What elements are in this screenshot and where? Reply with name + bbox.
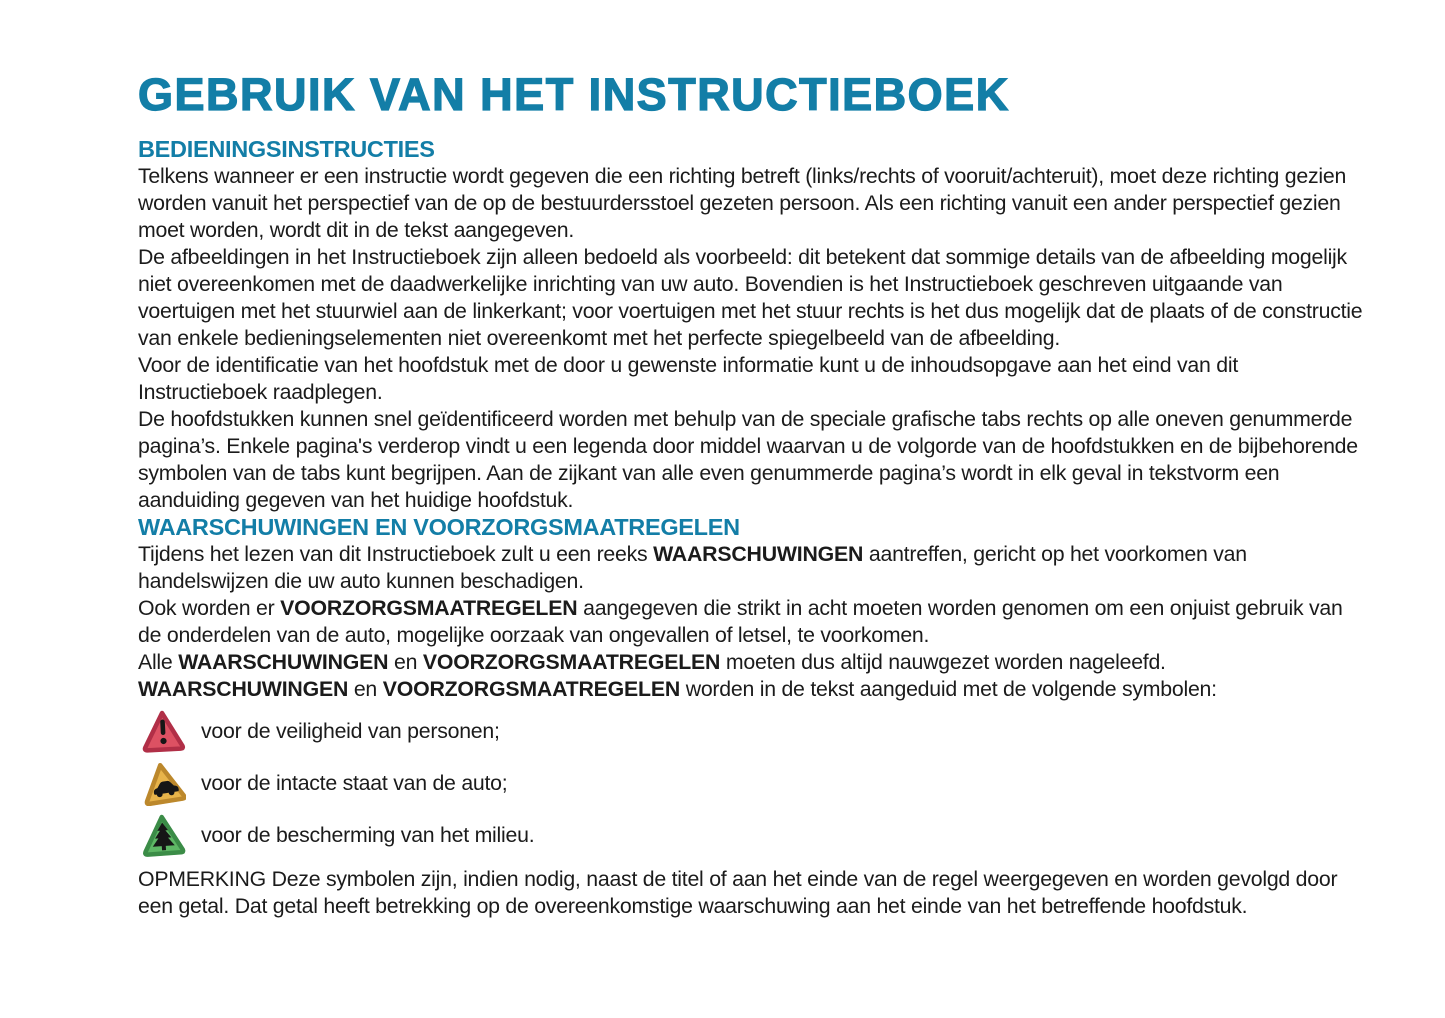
paragraph-table-of-contents: Voor de identificatie van het hoofdstuk met de door u gewenste informatie kunt u de inhoudsopgave aan het eind van dit Instructieboek raadplegen. [138, 353, 1239, 404]
text-segment: Tijdens het lezen van dit Instructieboek zult u een reeks [138, 542, 654, 566]
paragraph-precautions-intro [138, 595, 1366, 649]
bold-term: WAARSCHUWINGEN [178, 650, 389, 674]
symbol-label-environment: voor de bescherming van het milieu. [201, 822, 535, 847]
symbol-row-vehicle [138, 757, 1366, 809]
text-segment: aantreffen, gericht op het voorkomen van handelswijzen die uw auto kunnen beschadigen. [138, 542, 1247, 593]
section-heading-warnings: WAARSCHUWINGEN EN VOORZORGSMAATREGELEN [138, 514, 740, 540]
paragraph-illustrations: De afbeeldingen in het Instructieboek zijn alleen bedoeld als voorbeeld: dit betekent dat sommige details van de afbeelding mogelijk niet overeenkomen met de daadwerkelijke inrichting van uw auto. Bovendien is het Instructieboek geschreven uitgaande van voertuigen met het stuurwiel aan de linkerkant; voor voertuigen met het stuur rechts is het dus mogelijk dat de plaats of de constructie van enkele bedieningselementen niet overeenkomt met het perfecte spiegelbeeld van de afbeelding. [138, 245, 1363, 350]
exclamation-triangle-icon [138, 707, 188, 755]
text-segment: Ook worden er [138, 596, 281, 620]
text-segment: moeten dus altijd nauwgezet worden nageleefd. [720, 650, 1166, 674]
bold-term: WAARSCHUWINGEN [138, 677, 349, 701]
section-heading-operating-instructions: BEDIENINGSINSTRUCTIES [138, 136, 435, 162]
symbol-row-environment [138, 809, 1366, 861]
tree-triangle-icon [138, 811, 188, 859]
bold-term: VOORZORGSMAATREGELEN [382, 677, 681, 701]
paragraph-directions: Telkens wanneer er een instructie wordt gegeven die een richting betreft (links/rechts of vooruit/achteruit), moet deze richting gezien worden vanuit het perspectief van de op de bestuurdersstoel gezeten persoon. Als een richting vanuit een ander perspectief gezien moet worden, wordt dit in de tekst aangegeven. [138, 164, 1347, 242]
bold-term: VOORZORGSMAATREGELEN [280, 596, 578, 620]
page-content [138, 69, 1366, 920]
symbol-label-safety: voor de veiligheid van personen; [201, 718, 500, 743]
page-title: GEBRUIK VAN HET INSTRUCTIEBOEK [138, 69, 1010, 120]
symbol-label-vehicle: voor de intacte staat van de auto; [201, 770, 508, 795]
bold-term: VOORZORGSMAATREGELEN [422, 650, 721, 674]
bold-term: WAARSCHUWINGEN [653, 542, 864, 566]
note-paragraph: OPMERKING Deze symbolen zijn, indien nodig, naast de titel of aan het einde van de regel weergegeven en worden gevolgd door een getal. Dat getal heeft betrekking op de overeenkomstige waarschuwing aan het einde van het betreffende hoofdstuk. [138, 867, 1338, 918]
text-segment: aangegeven die strikt in acht moeten worden genomen om een onjuist gebruik van de onderdelen van de auto, mogelijke oorzaak van ongevallen of letsel, te voorkomen. [138, 596, 1343, 647]
text-segment: en [388, 650, 423, 674]
text-segment: en [348, 677, 383, 701]
text-segment: worden in de tekst aangeduid met de volgende symbolen: [680, 677, 1217, 701]
paragraph-symbols-intro [138, 676, 1366, 703]
paragraph-warnings-intro [138, 541, 1366, 595]
paragraph-chapter-tabs: De hoofdstukken kunnen snel geïdentificeerd worden met behulp van de speciale grafische tabs rechts op alle oneven genummerde pagina’s. Enkele pagina's verderop vindt u een legenda door middel waarvan u de volgorde van de hoofdstukken en de bijbehorende symbolen van de tabs kunt begrijpen. Aan de zijkant van alle even genummerde pagina’s wordt in elk geval in tekstvorm een aanduiding gegeven van het huidige hoofdstuk. [138, 407, 1358, 512]
text-segment: Alle [138, 650, 179, 674]
symbol-row-safety [138, 705, 1366, 757]
paragraph-compliance [138, 649, 1366, 676]
car-triangle-icon [138, 759, 188, 807]
symbol-legend [138, 705, 1366, 861]
